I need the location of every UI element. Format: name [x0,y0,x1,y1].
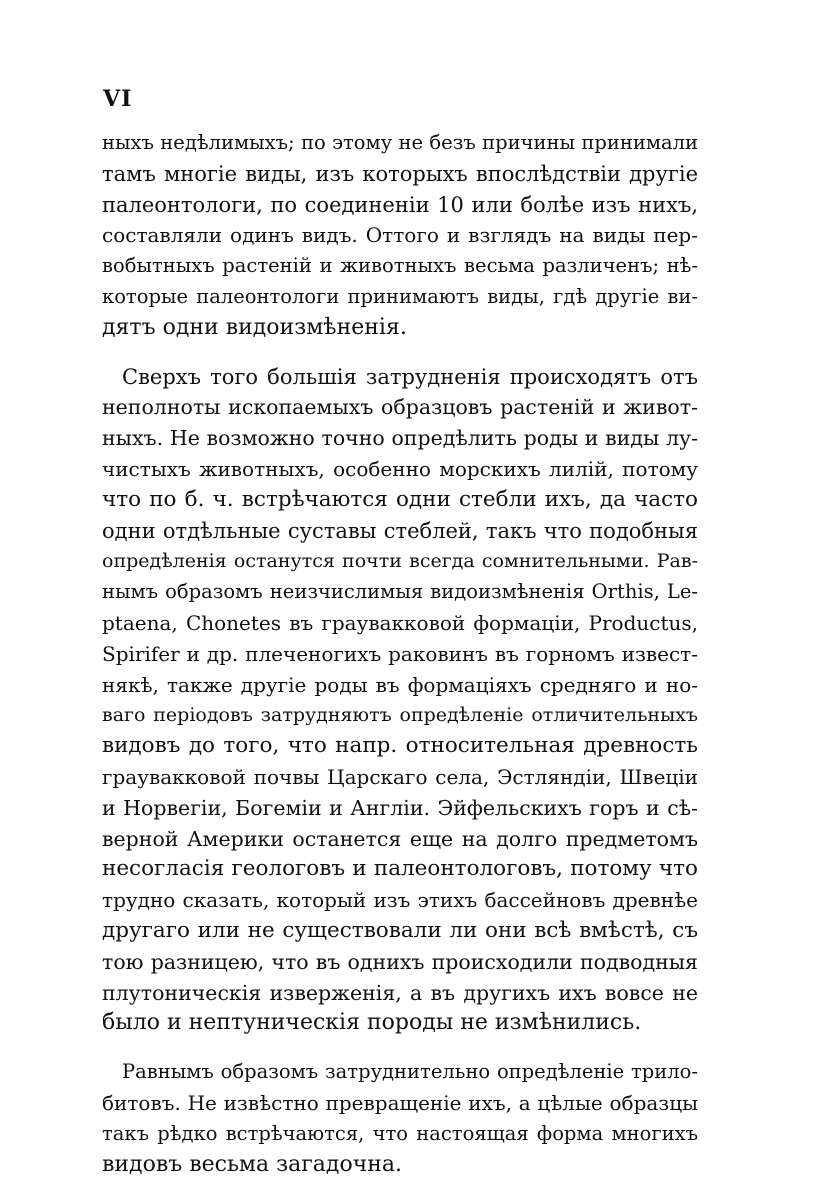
text-line: было и нептуническія породы не измѣнились. [102,1010,642,1036]
text-line: плутоническія изверженія, а въ другихъ ихъ вовсе не [102,980,698,1005]
text-line: и Норвегіи, Богеміи и Англіи. Эйфельскихъ горъ и сѣ- [102,795,698,820]
text-line: чистыхъ животныхъ, особенно морскихъ лилій, потому [102,456,698,481]
text-line: такъ рѣдко встрѣчаются, что настоящая форма многихъ [102,1121,698,1145]
text-line: ныхъ недѣлимыхъ; по этому не безъ причины принимали [102,131,698,154]
text-line: битовъ. Не извѣстно превращеніе ихъ, а цѣлые образцы [102,1090,698,1115]
text-line: ныхъ. Не возможно точно опредѣлить роды и виды лу- [102,426,698,451]
text-line: несогласія геологовъ и палеонтологовъ, потому что [102,856,698,882]
text-line: граувакковой почвы Царскаго села, Эстляндіи, Швеціи [102,764,698,789]
text-line: тою разницею, что въ однихъ происходили подводныя [102,949,698,974]
text-line: палеонтологи, по соединеніи 10 или болѣе изъ нихъ, [102,192,698,217]
text-line: видовъ до того, что напр. относительная древность [102,733,698,759]
text-line: опредѣленія останутся почти всегда сомнительными. Рав- [102,550,698,573]
text-line: одни отдѣльные суставы стеблей, такъ что подобныя [102,518,698,543]
paragraph-spacer [102,344,698,362]
text-line: дятъ одни видоизмѣненія. [102,314,407,340]
paragraph-1 [102,128,698,344]
text-line: Сверхъ того большія затрудненія происходятъ отъ [122,364,698,389]
paragraph-spacer [102,1039,698,1057]
text-line: что по б. ч. встрѣчаются одни стебли ихъ, да часто [102,486,698,512]
text-line: ваго періодовъ затрудняютъ опредѣленіе отличительныхъ [102,704,698,727]
text-line: ptaena, Chonetes въ граувакковой формаціи, Productus, [102,610,698,635]
text-line: тамъ многіе виды, изъ которыхъ впослѣдствіи другіе [102,161,698,186]
paragraph-3 [102,1057,698,1180]
page-number: VI [103,86,133,112]
text-line: неполноты ископаемыхъ образцовъ растеній и живот- [102,395,698,420]
text-line: някѣ, также другіе роды въ формаціяхъ средняго и но- [102,672,698,697]
body-text [102,128,698,1180]
text-line: которые палеонтологи принимаютъ виды, гдѣ другіе ви- [102,284,698,308]
text-line: верной Америки останется еще на долго предметомъ [102,826,698,851]
text-line: трудно сказать, который изъ этихъ бассейновъ древнѣе [102,888,698,913]
text-line: составляли одинъ видъ. Оттого и взглядъ на виды пер- [102,223,698,248]
text-line: Spirifer и др. плеченогихъ раковинъ въ горномъ извест- [102,641,698,666]
text-line: видовъ весьма загадочна. [102,1151,403,1177]
text-line: вобытныхъ растеній и животныхъ весьма различенъ; нѣ- [102,254,698,278]
paragraph-2 [102,362,698,1040]
text-line: другаго или не существовали ли они всѣ вмѣстѣ, съ [102,917,698,943]
text-line: нымъ образомъ неизчислимыя видоизмѣненія Orthis, Le- [102,580,698,604]
text-line: Равнымъ образомъ затруднительно опредѣленіе трило- [122,1060,698,1084]
